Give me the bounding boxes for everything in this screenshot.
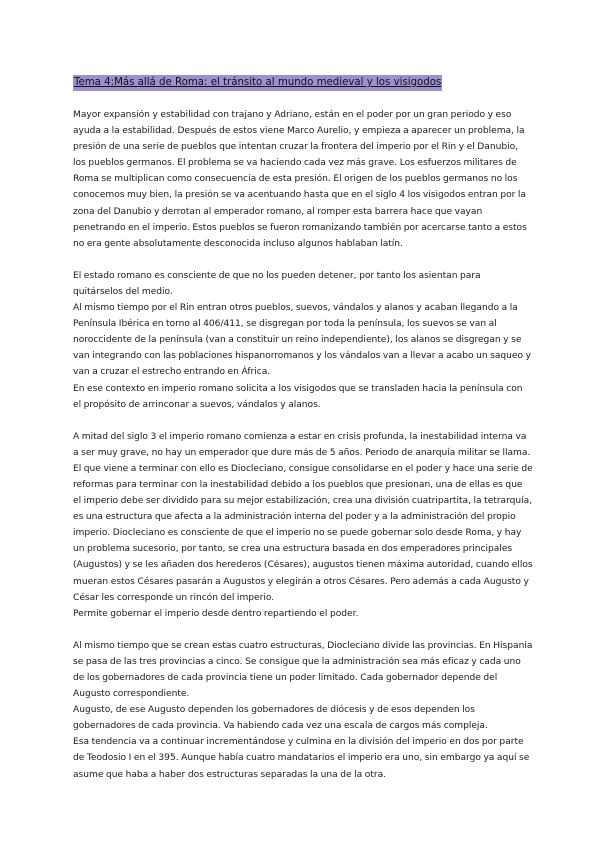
paragraph-tetrarchy: A mitad del siglo 3 el imperio romano comienza a estar en crisis profunda, la inestabilidad interna va a ser muy grave, no hay un emperador que dure más de 5 años. Periodo de anarquía militar se llama. El que viene a terminar con ello es Diocleciano, consigue consolidarse en el poder y hace una serie de reformas para terminar con la inestabilidad debido a los pueblos que presionan, una de ellas es que el imperio debe ser dividido para su mejor estabilización, crea una división cuatripartita, la tetrarquía, es una estructura que afecta a la administración interna del poder y a la administración del propio imperio. Diocleciano es consciente de que el imperio no se puede gobernar solo desde Roma, y hay un problema sucesorio, por tanto, se crea una estructura basada en dos emperadores principales (Augustos) y se les añaden dos herederos (Césares), augustos tienen máxima autoridad, cuando ellos mueran estos Césares pasarán a Augustos y elegirán a otros Césares. Pero además a cada Augusto y César les corresponde un rincón del imperio. bbox=[73, 431, 533, 603]
document-title: Tema 4:Más allá de Roma: el tránsito al mundo medieval y los visigodos bbox=[73, 75, 442, 91]
paragraph-visigoth-request: En ese contexto en imperio romano solicita a los visigodos que se transladen hacia la península con el propósito de arrinconar a suevos, vándalos y alanos. bbox=[73, 383, 523, 410]
document-page bbox=[73, 70, 533, 783]
paragraph-augusto-dioceses: Augusto, de ese Augusto dependen los gobernadores de diócesis y de esos dependen los gobernadores de cada provincia. Va habiendo cada vez una escala de cargos más compleja. bbox=[73, 705, 488, 732]
paragraph-spacer bbox=[73, 413, 533, 429]
paragraph-teodosio: Esa tendencia va a continuar incrementándose y culmina en la división del imperio en dos por parte de Teodosio I en el 395. Aunque había cuatro mandatarios el imperio era uno, sin embargo ya aquí se asume que haba a haber dos estructuras separadas la una de la otra. bbox=[73, 737, 530, 780]
paragraph-provinces: Al mismo tiempo que se crean estas cuatro estructuras, Diocleciano divide las provincias. En Hispania se pasa de las tres provincias a cinco. Se consigue que la administración sea más eficaz y cada uno de los gobernadores de cada provincia tiene un poder limitado. Cada gobernador depende del Augusto correspondiente. bbox=[73, 640, 533, 700]
paragraph-roman-state: El estado romano es consciente de que no los pueden detener, por tanto los asientan para quitárselos del medio. bbox=[73, 270, 481, 297]
paragraph-govern-empire: Permite gobernar el imperio desde dentro repartiendo el poder. bbox=[73, 608, 359, 619]
paragraph-spacer bbox=[73, 622, 533, 638]
paragraph-germanic-pressure: Mayor expansión y estabilidad con trajano y Adriano, están en el poder por un gran periodo y eso ayuda a la estabilidad. Después de estos viene Marco Aurelio, y empieza a aparecer un problema, la presión de una serie de pueblos que intentan cruzar la frontera del imperio por el Rin y el Danubio, los pueblos germanos. El problema se va haciendo cada vez más grave. Los esfuerzos militares de Roma se multiplican como consecuencia de esta presión. El origen de los pueblos germanos no los conocemos muy bien, la presión se va acentuando hasta que en el siglo 4 los visigodos entran por la zona del Danubio y derrotan al emperador romano, al romper esta barrera hace que vayan penetrando en el imperio. Estos pueblos se fueron romanizando también por acercarse tanto a estos no era gente absolutamente desconocida incluso algunos hablaban latín. bbox=[73, 110, 527, 249]
paragraph-spacer bbox=[73, 252, 533, 268]
paragraph-rhine-peoples: Al mismo tiempo por el Rin entran otros pueblos, suevos, vándalos y alanos y acaban llegando a la Península Ibérica en torno al 406/411, se disgregan por toda la península, los suevos se van al noroccidente de la península (van a constituir un reino independiente), los alanos se disgregan y se van integrando con las poblaciones hispanorromanos y los vándalos van a llevar a acabo un saqueo y van a cruzar el estrecho entrando en África. bbox=[73, 303, 531, 378]
